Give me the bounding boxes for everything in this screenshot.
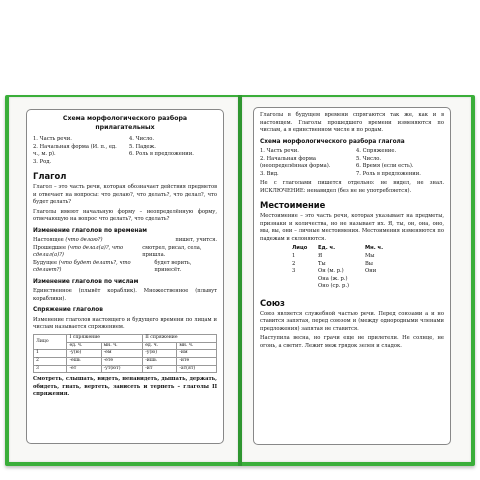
tense-heading: Изменение глаголов по временам (33, 227, 148, 234)
tense-table (33, 237, 217, 275)
table-subheader: мн. ч. (177, 342, 217, 350)
table-subheader: мн. ч. (101, 342, 143, 350)
table-cell: -ете (101, 357, 143, 365)
table-cell: Ты (318, 260, 326, 267)
adjective-scheme-list (33, 136, 217, 166)
table-cell (292, 276, 318, 284)
table-cell: 2 (292, 260, 296, 267)
number-text: Единственное (плывёт кораблик). Множественное (плывут кораблики). (33, 288, 217, 302)
list-item: 2. Начальная форма (неопределённая форма). (260, 155, 331, 170)
table-cell: 1 (292, 253, 296, 260)
table-row (34, 357, 217, 365)
table-cell: Они (365, 268, 377, 275)
table-cell: -у(ю) (143, 350, 177, 358)
verb-heading: Глагол (33, 171, 67, 182)
conjugation-heading: Спряжение глаголов (33, 307, 103, 314)
verb-definition: Глагол – это часть речи, которая обозначает действия предметов и отвечает на вопросы: что делаю?, что делать?, что делал?, что будет делать? (33, 184, 217, 206)
table-cell: -ит (143, 365, 177, 373)
right-page (242, 97, 471, 462)
table-cell: -ешь (67, 357, 101, 365)
table-cell: -ем (101, 350, 143, 358)
table-cell: -ишь (143, 357, 177, 365)
tense-example: смотрел, рисал, села, пришла. (142, 244, 202, 259)
list-item: 4. Число. (129, 135, 155, 142)
pronoun-table (292, 245, 412, 290)
table-header: Лицо (34, 334, 67, 349)
verb-scheme-list (260, 148, 444, 178)
table-cell: Я (318, 253, 323, 260)
tense-example: пишет, учится. (175, 237, 217, 244)
verb-initial-form: Глаголы имеют начальную форму – неопределённую форму, отвечающую на вопрос что делать?, что сделать? (33, 208, 217, 223)
table-row (33, 237, 217, 245)
table-header: I спряжение (67, 334, 143, 342)
table-header: Ед. ч. (318, 245, 336, 252)
table-cell: Он (м. р.) (318, 268, 344, 275)
list-item: 5. Падеж. (129, 143, 156, 150)
tense-question: (что будет делать?, что сделает?) (33, 259, 131, 274)
list-item: 1. Часть речи. (260, 147, 299, 154)
table-cell: -ите (177, 357, 217, 365)
table-cell (365, 283, 412, 291)
union-definition: Союз является служебной частью речи. Перед союзами а и но ставится запятая, перед союзом и (между однородными членами предложения) запятая не ставится. (260, 310, 444, 332)
tense-question: (что делаю?) (65, 237, 103, 244)
ne-rule: Не с глаголами пишется отдельно: не видел, не знал. ИСКЛЮЧЕНИЕ: ненавидел (без не не употребляется). (260, 180, 444, 194)
conjugation-table (33, 334, 217, 373)
table-row (34, 365, 217, 373)
table-header: Лицо (292, 245, 308, 252)
table-header: II спряжение (143, 334, 217, 342)
table-cell: Оно (ср. р.) (318, 283, 350, 290)
table-cell: 2 (34, 357, 67, 365)
tense-label: Прошедшее (33, 244, 67, 251)
table-cell: Мы (365, 253, 375, 260)
list-item: 3. Род. (33, 158, 52, 165)
left-content-box (26, 109, 224, 444)
table-cell: -им (177, 350, 217, 358)
conjugation-text: Изменение глаголов настоящего и будущего времени по лицам и числам называется спряжением. (33, 316, 217, 331)
table-cell: Вы (365, 260, 373, 267)
list-item: 6. Время (если есть). (356, 163, 414, 170)
union-heading: Союз (260, 297, 285, 308)
table-header: Мн. ч. (365, 245, 384, 252)
tense-example: будет верить, принесёт. (154, 259, 192, 274)
table-row (33, 260, 217, 275)
table-cell: -ут(ют) (101, 365, 143, 373)
table-cell (292, 283, 318, 291)
table-cell: -у(ю) (67, 350, 101, 358)
pronoun-definition: Местоимение – это часть речи, которая указывает на предметы, признаки и количества, но не называет их. Я, ты, он, она, оно, мы, вы, они – личные местоимения. Местоимения изменяются по падежам и склоняются. (260, 213, 444, 242)
list-item: 2. Начальная форма (И. п., ед. ч., м. р). (33, 143, 117, 158)
table-cell: 3 (292, 268, 296, 275)
table-row (34, 350, 217, 358)
right-content-box (253, 107, 451, 445)
table-cell: -ет (67, 365, 101, 373)
list-item: 4. Спряжение. (356, 147, 397, 154)
verb-scheme-title: Схема морфологического разбора глагола (260, 138, 405, 145)
union-examples: Наступила весна, но грачи еще не прилетели. Не солнце, не огонь, а светит. Лежит меж грядок зелен и сладок. (260, 335, 444, 349)
table-row (34, 334, 217, 342)
pronoun-heading: Местоимение (260, 200, 326, 211)
left-page (9, 97, 238, 462)
tense-question: (что делал(а)?, что сделал(а)?) (33, 244, 124, 259)
future-tense-note: Глаголы в будущем времени спрягаются так же, как и в настоящем. Глаголы прошедшего времени изменяются по числам, а в единственном числе и по родам. (260, 112, 444, 134)
list-item: 5. Число. (356, 155, 382, 162)
table-cell: -ат(ят) (177, 365, 217, 373)
tense-label: Настоящее (33, 237, 64, 244)
table-subheader: ед. ч. (143, 342, 177, 350)
table-subheader: ед. ч. (67, 342, 101, 350)
exceptions-note: Смотреть, слышать, видеть, ненавидеть, дышать, держать, обидеть, гнать, вертеть, зависеть и терпеть – глаголы II спряжения. (33, 376, 217, 398)
tense-label: Будущее (33, 259, 58, 266)
number-heading: Изменение глаголов по числам (33, 278, 139, 285)
table-cell: 1 (34, 350, 67, 358)
table-cell: Она (ж. р.) (318, 275, 348, 282)
table-cell (365, 276, 412, 284)
table-row (33, 245, 217, 260)
list-item: 3. Вид. (260, 170, 279, 177)
list-item: 1. Часть речи. (33, 135, 72, 142)
adjective-scheme-title: Схема морфологического разбора прилагательных (62, 115, 188, 131)
list-item: 7. Роль в предложении. (356, 170, 421, 177)
table-cell: 3 (34, 365, 67, 373)
list-item: 6. Роль в предложении. (129, 151, 194, 158)
